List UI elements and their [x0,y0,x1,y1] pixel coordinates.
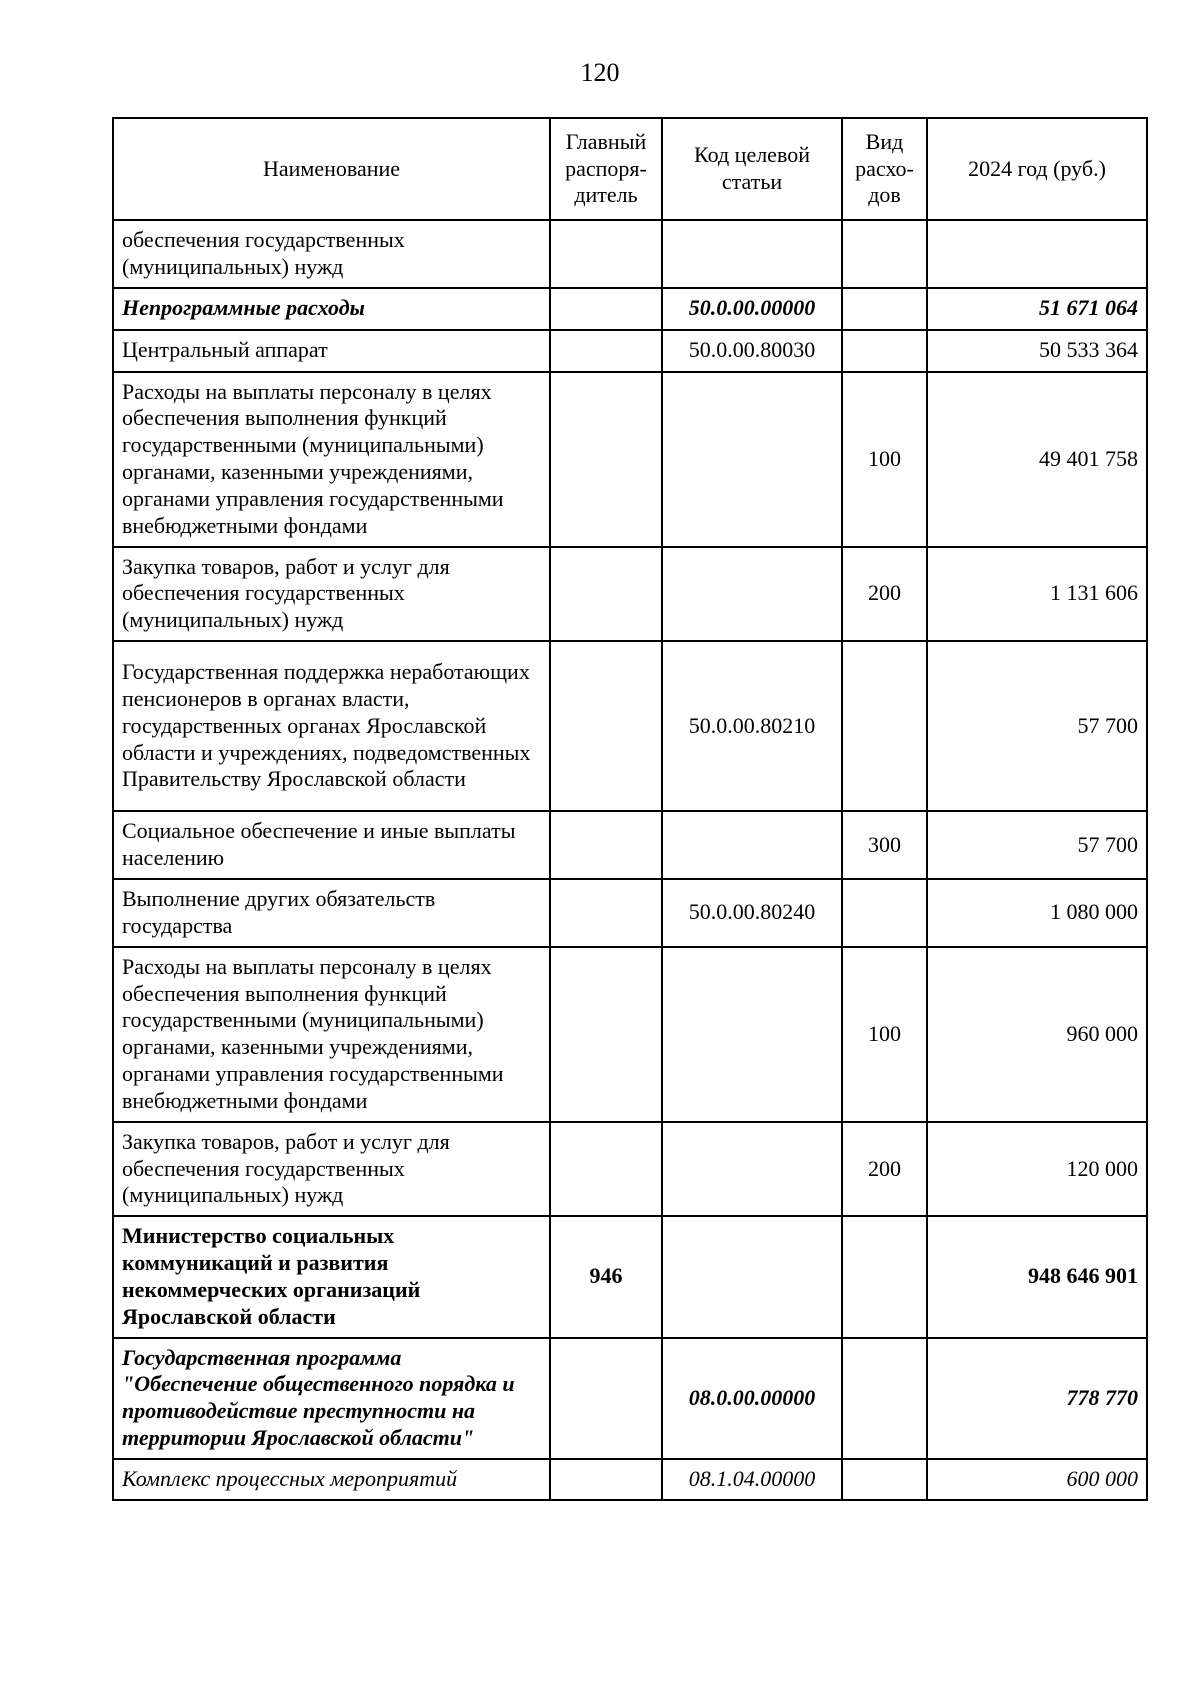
cell-amount: 50 533 364 [927,330,1147,372]
cell-code: 08.0.00.00000 [662,1338,842,1459]
cell-admin [550,1338,662,1459]
table-row [113,288,1147,330]
cell-amount: 49 401 758 [927,372,1147,547]
cell-type: 100 [842,947,927,1122]
cell-amount: 778 770 [927,1338,1147,1459]
cell-name: Выполнение других обязательств государства [113,879,550,947]
cell-name: Государственная программа "Обеспечение общественного порядка и противодействие преступности на территории Ярославской области" [113,1338,550,1459]
cell-admin [550,1459,662,1500]
cell-admin: 946 [550,1216,662,1337]
cell-code [662,811,842,879]
cell-name: Закупка товаров, работ и услуг для обеспечения государственных (муниципальных) нужд [113,547,550,641]
table-row [113,1216,1147,1337]
cell-type [842,288,927,330]
cell-amount: 600 000 [927,1459,1147,1500]
cell-name: Министерство социальных коммуникаций и развития некоммерческих организаций Ярославской области [113,1216,550,1337]
cell-type [842,879,927,947]
cell-name: Государственная поддержка неработающих пенсионеров в органах власти, государственных органах Ярославской области и учреждениях, подведомственных Правительству Ярославской области [113,641,550,811]
cell-name: Расходы на выплаты персоналу в целях обеспечения выполнения функций государственными (муниципальными) органами, казенными учреждениями, органами управления государственными внебюджетными фондами [113,947,550,1122]
cell-amount [927,220,1147,288]
cell-type [842,330,927,372]
cell-amount: 1 080 000 [927,879,1147,947]
table-row [113,1459,1147,1500]
cell-name: Закупка товаров, работ и услуг для обеспечения государственных (муниципальных) нужд [113,1122,550,1216]
cell-code [662,547,842,641]
cell-type [842,220,927,288]
cell-name: Комплекс процессных мероприятий [113,1459,550,1500]
cell-admin [550,811,662,879]
header-type: Вид расхо-дов [842,118,927,220]
header-admin: Главный распоря-дитель [550,118,662,220]
cell-amount: 948 646 901 [927,1216,1147,1337]
table-row [113,1338,1147,1459]
budget-table [112,117,1148,1501]
table-row [113,547,1147,641]
table-row [113,372,1147,547]
table-row [113,641,1147,811]
cell-name: обеспечения государственных (муниципальных) нужд [113,220,550,288]
header-amount: 2024 год (руб.) [927,118,1147,220]
cell-admin [550,372,662,547]
cell-amount: 960 000 [927,947,1147,1122]
table-header-row [113,118,1147,220]
table-row [113,220,1147,288]
table-row [113,330,1147,372]
cell-admin [550,288,662,330]
cell-code: 50.0.00.80240 [662,879,842,947]
cell-type: 100 [842,372,927,547]
cell-amount: 51 671 064 [927,288,1147,330]
cell-admin [550,330,662,372]
page-number: 120 [580,58,620,87]
cell-type [842,641,927,811]
cell-name: Социальное обеспечение и иные выплаты населению [113,811,550,879]
cell-code [662,947,842,1122]
cell-type [842,1338,927,1459]
cell-admin [550,220,662,288]
table-row [113,879,1147,947]
cell-type: 200 [842,1122,927,1216]
header-name: Наименование [113,118,550,220]
cell-code [662,1122,842,1216]
cell-type: 300 [842,811,927,879]
cell-admin [550,547,662,641]
cell-admin [550,879,662,947]
cell-name: Расходы на выплаты персоналу в целях обеспечения выполнения функций государственными (муниципальными) органами, казенными учреждениями, органами управления государственными внебюджетными фондами [113,372,550,547]
cell-admin [550,1122,662,1216]
cell-admin [550,641,662,811]
cell-name: Центральный аппарат [113,330,550,372]
cell-code [662,1216,842,1337]
cell-type: 200 [842,547,927,641]
table-body [113,220,1147,1500]
header-code: Код целевой статьи [662,118,842,220]
cell-type [842,1459,927,1500]
cell-name: Непрограммные расходы [113,288,550,330]
cell-code: 50.0.00.80030 [662,330,842,372]
cell-code: 50.0.00.80210 [662,641,842,811]
table-row [113,947,1147,1122]
cell-code: 08.1.04.00000 [662,1459,842,1500]
cell-admin [550,947,662,1122]
cell-type [842,1216,927,1337]
cell-amount: 57 700 [927,641,1147,811]
table-row [113,811,1147,879]
cell-code [662,372,842,547]
cell-code: 50.0.00.00000 [662,288,842,330]
cell-amount: 1 131 606 [927,547,1147,641]
cell-amount: 120 000 [927,1122,1147,1216]
cell-code [662,220,842,288]
table-row [113,1122,1147,1216]
cell-amount: 57 700 [927,811,1147,879]
